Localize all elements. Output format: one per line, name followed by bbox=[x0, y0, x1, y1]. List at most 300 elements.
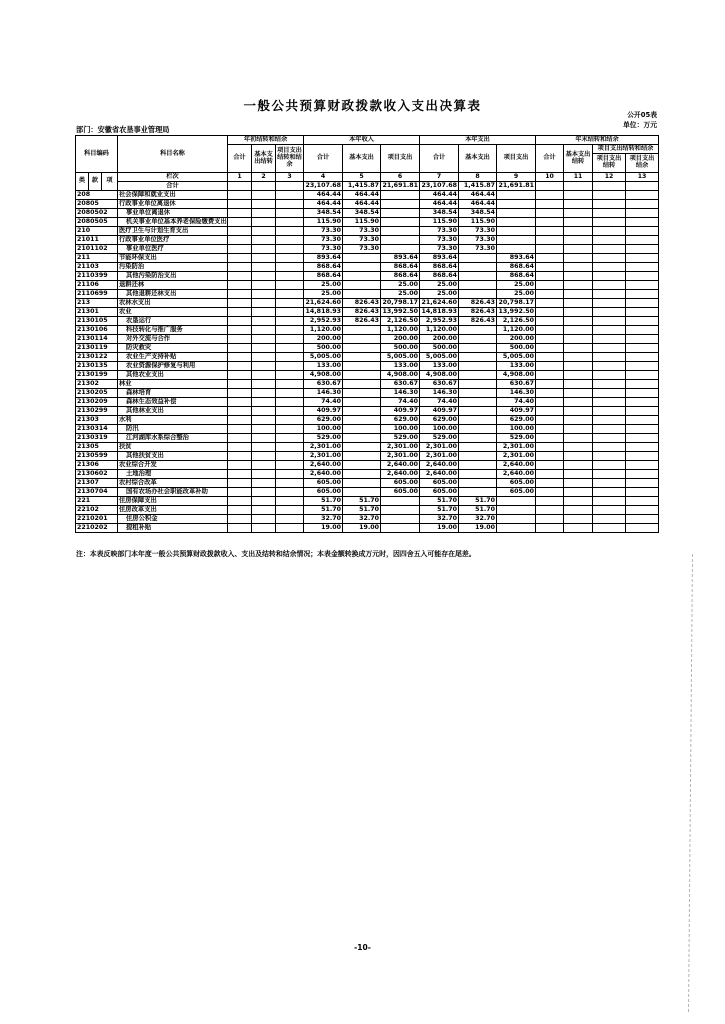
col-number: 7 bbox=[420, 173, 459, 182]
cell-value: 464.44 bbox=[304, 200, 343, 209]
cell-value: 2,301.00 bbox=[381, 443, 420, 452]
cell-empty bbox=[228, 335, 252, 344]
cell-value bbox=[343, 389, 381, 398]
subject-name-cell: 森林培育 bbox=[118, 389, 228, 398]
cell-value bbox=[343, 398, 381, 407]
cell-value: 25.00 bbox=[304, 281, 343, 290]
cell-empty bbox=[626, 299, 659, 308]
subject-code-cell: 21106 bbox=[76, 281, 118, 290]
cell-empty bbox=[252, 245, 276, 254]
table-row bbox=[76, 371, 659, 380]
cell-value bbox=[497, 524, 536, 533]
cell-empty bbox=[593, 461, 626, 470]
cell-value: 630.67 bbox=[497, 380, 536, 389]
cell-empty bbox=[626, 524, 659, 533]
cell-empty bbox=[276, 344, 304, 353]
subject-code-cell: 21011 bbox=[76, 236, 118, 245]
cell-value: 5,005.00 bbox=[304, 353, 343, 362]
subject-name-cell: 事业单位医疗 bbox=[118, 245, 228, 254]
cell-empty bbox=[626, 371, 659, 380]
cell-empty bbox=[536, 182, 564, 191]
cell-value bbox=[343, 416, 381, 425]
cell-value bbox=[381, 200, 420, 209]
cell-value bbox=[459, 281, 497, 290]
cell-value: 73.30 bbox=[304, 227, 343, 236]
cell-value: 529.00 bbox=[381, 434, 420, 443]
cell-empty bbox=[564, 317, 593, 326]
cell-empty bbox=[593, 380, 626, 389]
cell-empty bbox=[564, 398, 593, 407]
cell-empty bbox=[593, 389, 626, 398]
cell-empty bbox=[626, 470, 659, 479]
cell-value: 464.44 bbox=[420, 200, 459, 209]
cell-empty bbox=[536, 236, 564, 245]
cell-empty bbox=[276, 452, 304, 461]
cell-empty bbox=[228, 479, 252, 488]
cell-empty bbox=[564, 470, 593, 479]
cell-value bbox=[459, 335, 497, 344]
cell-empty bbox=[252, 290, 276, 299]
cell-value: 73.30 bbox=[420, 245, 459, 254]
cell-value: 74.40 bbox=[381, 398, 420, 407]
col-number: 10 bbox=[536, 173, 564, 182]
subject-name-cell: 行政事业单位医疗 bbox=[118, 236, 228, 245]
cell-empty bbox=[276, 191, 304, 200]
cell-empty bbox=[593, 452, 626, 461]
cell-empty bbox=[228, 461, 252, 470]
cell-empty bbox=[564, 236, 593, 245]
cell-value: 51.70 bbox=[420, 506, 459, 515]
cell-empty bbox=[536, 353, 564, 362]
cell-empty bbox=[593, 200, 626, 209]
header-lanci: 栏次 bbox=[118, 173, 228, 182]
subject-code-cell: 2210201 bbox=[76, 515, 118, 524]
cell-value: 146.30 bbox=[497, 389, 536, 398]
cell-value bbox=[497, 497, 536, 506]
cell-empty bbox=[593, 317, 626, 326]
cell-empty bbox=[626, 434, 659, 443]
cell-value: 2,301.00 bbox=[304, 452, 343, 461]
cell-empty bbox=[228, 362, 252, 371]
subject-name-cell: 退耕还林 bbox=[118, 281, 228, 290]
cell-empty bbox=[593, 470, 626, 479]
header-income-basic: 基本支出 bbox=[343, 145, 381, 173]
subject-name-cell: 住房公积金 bbox=[118, 515, 228, 524]
cell-empty bbox=[593, 272, 626, 281]
cell-empty bbox=[536, 380, 564, 389]
cell-value: 100.00 bbox=[381, 425, 420, 434]
cell-empty bbox=[564, 263, 593, 272]
cell-empty bbox=[276, 263, 304, 272]
subject-code-cell: 21307 bbox=[76, 479, 118, 488]
cell-value: 200.00 bbox=[304, 335, 343, 344]
cell-empty bbox=[252, 416, 276, 425]
table-row bbox=[76, 470, 659, 479]
cell-empty bbox=[626, 416, 659, 425]
cell-empty bbox=[536, 497, 564, 506]
cell-value: 629.00 bbox=[497, 416, 536, 425]
cell-value: 14,818.93 bbox=[420, 308, 459, 317]
cell-empty bbox=[228, 497, 252, 506]
subject-name-cell: 对外交流与合作 bbox=[118, 335, 228, 344]
table-row bbox=[76, 335, 659, 344]
cell-value bbox=[343, 452, 381, 461]
cell-empty bbox=[252, 209, 276, 218]
cell-empty bbox=[228, 524, 252, 533]
cell-empty bbox=[276, 524, 304, 533]
subject-code-cell: 221 bbox=[76, 497, 118, 506]
cell-value: 893.64 bbox=[381, 254, 420, 263]
cell-value bbox=[381, 227, 420, 236]
cell-value: 2,301.00 bbox=[420, 443, 459, 452]
subject-name-cell: 其他退耕还林支出 bbox=[118, 290, 228, 299]
cell-empty bbox=[593, 443, 626, 452]
cell-empty bbox=[276, 254, 304, 263]
cell-value: 629.00 bbox=[381, 416, 420, 425]
cell-empty bbox=[228, 236, 252, 245]
cell-empty bbox=[252, 407, 276, 416]
cell-empty bbox=[228, 407, 252, 416]
cell-value bbox=[459, 362, 497, 371]
cell-empty bbox=[228, 209, 252, 218]
cell-value: 2,640.00 bbox=[420, 470, 459, 479]
cell-value: 25.00 bbox=[497, 290, 536, 299]
cell-empty bbox=[564, 443, 593, 452]
header-end-total: 合计 bbox=[536, 145, 564, 173]
cell-value: 529.00 bbox=[420, 434, 459, 443]
cell-value bbox=[459, 380, 497, 389]
cell-empty bbox=[626, 452, 659, 461]
cell-value: 605.00 bbox=[304, 479, 343, 488]
cell-empty bbox=[228, 200, 252, 209]
cell-empty bbox=[276, 299, 304, 308]
cell-empty bbox=[252, 497, 276, 506]
cell-value: 1,120.00 bbox=[420, 326, 459, 335]
header-group-begin: 年初结转和结余 bbox=[228, 136, 304, 145]
subject-name-cell: 其他扶贫支出 bbox=[118, 452, 228, 461]
subject-code-cell: 2110399 bbox=[76, 272, 118, 281]
cell-empty bbox=[536, 479, 564, 488]
subject-name-cell: 其他农业支出 bbox=[118, 371, 228, 380]
cell-value bbox=[497, 218, 536, 227]
cell-empty bbox=[228, 344, 252, 353]
cell-empty bbox=[228, 443, 252, 452]
cell-empty bbox=[252, 515, 276, 524]
subject-name-cell: 机关事业单位基本养老保险缴费支出 bbox=[118, 218, 228, 227]
cell-empty bbox=[564, 218, 593, 227]
cell-empty bbox=[536, 398, 564, 407]
cell-empty bbox=[626, 461, 659, 470]
cell-value bbox=[497, 209, 536, 218]
cell-value: 73.30 bbox=[304, 245, 343, 254]
cell-value bbox=[381, 209, 420, 218]
subject-code-cell: 210 bbox=[76, 227, 118, 236]
cell-value: 25.00 bbox=[381, 290, 420, 299]
cell-empty bbox=[536, 488, 564, 497]
cell-empty bbox=[564, 461, 593, 470]
cell-value: 13,992.50 bbox=[497, 308, 536, 317]
subject-name-cell: 农林水支出 bbox=[118, 299, 228, 308]
cell-value bbox=[343, 335, 381, 344]
cell-value: 826.43 bbox=[459, 317, 497, 326]
table-row bbox=[76, 506, 659, 515]
subject-name-cell: 农垦运行 bbox=[118, 317, 228, 326]
cell-value bbox=[343, 272, 381, 281]
cell-value: 2,952.93 bbox=[420, 317, 459, 326]
cell-value: 629.00 bbox=[304, 416, 343, 425]
cell-value: 629.00 bbox=[420, 416, 459, 425]
budget-table bbox=[75, 135, 659, 533]
cell-value: 464.44 bbox=[459, 200, 497, 209]
cell-empty bbox=[228, 326, 252, 335]
cell-value bbox=[459, 344, 497, 353]
table-row bbox=[76, 425, 659, 434]
cell-value: 73.30 bbox=[420, 227, 459, 236]
header-row-groups bbox=[76, 136, 659, 145]
cell-value: 51.70 bbox=[304, 497, 343, 506]
cell-value: 146.30 bbox=[420, 389, 459, 398]
cell-empty bbox=[276, 407, 304, 416]
cell-value: 115.90 bbox=[459, 218, 497, 227]
cell-value: 133.00 bbox=[420, 362, 459, 371]
cell-empty bbox=[626, 497, 659, 506]
total-expense-basic: 1,415.87 bbox=[459, 182, 497, 191]
cell-empty bbox=[564, 506, 593, 515]
cell-empty bbox=[536, 281, 564, 290]
cell-empty bbox=[593, 488, 626, 497]
cell-value bbox=[343, 470, 381, 479]
cell-empty bbox=[252, 452, 276, 461]
cell-empty bbox=[228, 182, 252, 191]
cell-value: 4,908.00 bbox=[497, 371, 536, 380]
cell-empty bbox=[536, 362, 564, 371]
cell-empty bbox=[593, 254, 626, 263]
cell-empty bbox=[564, 182, 593, 191]
cell-value bbox=[497, 515, 536, 524]
cell-empty bbox=[564, 299, 593, 308]
table-row bbox=[76, 254, 659, 263]
cell-empty bbox=[252, 344, 276, 353]
cell-value bbox=[459, 425, 497, 434]
cell-empty bbox=[536, 200, 564, 209]
table-row bbox=[76, 515, 659, 524]
cell-empty bbox=[276, 461, 304, 470]
cell-empty bbox=[228, 515, 252, 524]
cell-empty bbox=[564, 335, 593, 344]
subject-code-cell: 2130314 bbox=[76, 425, 118, 434]
cell-empty bbox=[252, 236, 276, 245]
cell-empty bbox=[228, 470, 252, 479]
cell-value bbox=[343, 290, 381, 299]
table-row bbox=[76, 362, 659, 371]
cell-value: 464.44 bbox=[459, 191, 497, 200]
cell-value: 200.00 bbox=[497, 335, 536, 344]
cell-empty bbox=[626, 281, 659, 290]
table-row bbox=[76, 272, 659, 281]
cell-value: 51.70 bbox=[459, 497, 497, 506]
cell-empty bbox=[252, 317, 276, 326]
cell-empty bbox=[252, 479, 276, 488]
cell-empty bbox=[626, 182, 659, 191]
cell-empty bbox=[626, 290, 659, 299]
cell-empty bbox=[276, 290, 304, 299]
cell-empty bbox=[593, 308, 626, 317]
cell-value: 25.00 bbox=[381, 281, 420, 290]
table-row bbox=[76, 452, 659, 461]
cell-empty bbox=[626, 443, 659, 452]
cell-empty bbox=[564, 488, 593, 497]
header-group-income: 本年收入 bbox=[304, 136, 420, 145]
table-row bbox=[76, 497, 659, 506]
col-number: 6 bbox=[381, 173, 420, 182]
cell-empty bbox=[564, 209, 593, 218]
cell-empty bbox=[252, 434, 276, 443]
cell-value: 5,005.00 bbox=[497, 353, 536, 362]
cell-empty bbox=[228, 416, 252, 425]
cell-value bbox=[459, 407, 497, 416]
table-row bbox=[76, 443, 659, 452]
cell-empty bbox=[593, 407, 626, 416]
cell-empty bbox=[228, 218, 252, 227]
cell-empty bbox=[536, 434, 564, 443]
cell-empty bbox=[564, 353, 593, 362]
subject-code-cell: 22102 bbox=[76, 506, 118, 515]
table-meta bbox=[623, 111, 657, 130]
cell-empty bbox=[593, 524, 626, 533]
cell-empty bbox=[626, 218, 659, 227]
cell-value: 115.90 bbox=[304, 218, 343, 227]
cell-empty bbox=[593, 281, 626, 290]
subject-code-cell: 21305 bbox=[76, 443, 118, 452]
cell-value: 630.67 bbox=[420, 380, 459, 389]
cell-value: 2,301.00 bbox=[497, 443, 536, 452]
cell-empty bbox=[252, 218, 276, 227]
cell-value: 32.70 bbox=[420, 515, 459, 524]
cell-empty bbox=[593, 290, 626, 299]
cell-empty bbox=[626, 272, 659, 281]
col-number: 11 bbox=[564, 173, 593, 182]
cell-empty bbox=[536, 389, 564, 398]
col-number: 2 bbox=[252, 173, 276, 182]
cell-empty bbox=[564, 272, 593, 281]
cell-value: 605.00 bbox=[497, 479, 536, 488]
cell-value: 51.70 bbox=[420, 497, 459, 506]
cell-empty bbox=[276, 281, 304, 290]
cell-value: 146.30 bbox=[304, 389, 343, 398]
cell-empty bbox=[276, 218, 304, 227]
cell-empty bbox=[593, 263, 626, 272]
header-expense-project: 项目支出 bbox=[497, 145, 536, 173]
cell-empty bbox=[276, 416, 304, 425]
cell-value: 826.43 bbox=[343, 308, 381, 317]
cell-empty bbox=[252, 524, 276, 533]
subject-code-cell: 2130122 bbox=[76, 353, 118, 362]
cell-empty bbox=[228, 281, 252, 290]
cell-empty bbox=[252, 371, 276, 380]
cell-empty bbox=[536, 209, 564, 218]
cell-value: 200.00 bbox=[381, 335, 420, 344]
table-row bbox=[76, 416, 659, 425]
cell-value: 20,798.17 bbox=[497, 299, 536, 308]
cell-empty bbox=[626, 389, 659, 398]
col-number: 3 bbox=[276, 173, 304, 182]
header-income-project: 项目支出 bbox=[381, 145, 420, 173]
subject-code-cell: 21103 bbox=[76, 263, 118, 272]
cell-value: 133.00 bbox=[497, 362, 536, 371]
table-row bbox=[76, 245, 659, 254]
subject-name-cell: 事业单位离退休 bbox=[118, 209, 228, 218]
department-label: 部门：安徽省农垦事业管理局 bbox=[76, 125, 170, 134]
header-subject-name: 科目名称 bbox=[118, 136, 228, 173]
cell-value: 2,640.00 bbox=[381, 461, 420, 470]
cell-empty bbox=[593, 182, 626, 191]
cell-empty bbox=[228, 290, 252, 299]
table-row bbox=[76, 434, 659, 443]
table-row bbox=[76, 308, 659, 317]
cell-value bbox=[459, 434, 497, 443]
table-row bbox=[76, 407, 659, 416]
cell-empty bbox=[626, 335, 659, 344]
cell-value bbox=[459, 461, 497, 470]
cell-empty bbox=[593, 515, 626, 524]
cell-empty bbox=[276, 353, 304, 362]
table-row bbox=[76, 236, 659, 245]
subject-name-cell: 土地治理 bbox=[118, 470, 228, 479]
cell-empty bbox=[564, 389, 593, 398]
cell-empty bbox=[276, 209, 304, 218]
header-expense-total: 合计 bbox=[420, 145, 459, 173]
cell-empty bbox=[536, 470, 564, 479]
cell-value: 2,952.93 bbox=[304, 317, 343, 326]
header-group-expense: 本年支出 bbox=[420, 136, 536, 145]
cell-empty bbox=[228, 353, 252, 362]
cell-empty bbox=[252, 254, 276, 263]
cell-empty bbox=[536, 371, 564, 380]
cell-empty bbox=[626, 200, 659, 209]
cell-empty bbox=[536, 254, 564, 263]
cell-empty bbox=[276, 488, 304, 497]
cell-empty bbox=[536, 227, 564, 236]
cell-value bbox=[459, 479, 497, 488]
cell-empty bbox=[536, 272, 564, 281]
grand-total-row bbox=[76, 182, 659, 191]
cell-value: 32.70 bbox=[459, 515, 497, 524]
cell-empty bbox=[626, 380, 659, 389]
cell-empty bbox=[228, 317, 252, 326]
cell-empty bbox=[626, 245, 659, 254]
cell-empty bbox=[252, 470, 276, 479]
cell-empty bbox=[536, 299, 564, 308]
cell-empty bbox=[593, 434, 626, 443]
table-row bbox=[76, 344, 659, 353]
cell-empty bbox=[228, 425, 252, 434]
cell-value bbox=[459, 254, 497, 263]
col-number: 13 bbox=[626, 173, 659, 182]
subject-code-cell: 208 bbox=[76, 191, 118, 200]
cell-empty bbox=[252, 353, 276, 362]
cell-empty bbox=[626, 326, 659, 335]
table-row bbox=[76, 281, 659, 290]
cell-empty bbox=[593, 362, 626, 371]
cell-value: 605.00 bbox=[381, 488, 420, 497]
cell-value: 2,640.00 bbox=[420, 461, 459, 470]
cell-empty bbox=[564, 227, 593, 236]
cell-value: 348.54 bbox=[459, 209, 497, 218]
subject-name-cell: 社会保障和就业支出 bbox=[118, 191, 228, 200]
col-number: 4 bbox=[304, 173, 343, 182]
cell-empty bbox=[276, 200, 304, 209]
cell-value: 605.00 bbox=[420, 479, 459, 488]
